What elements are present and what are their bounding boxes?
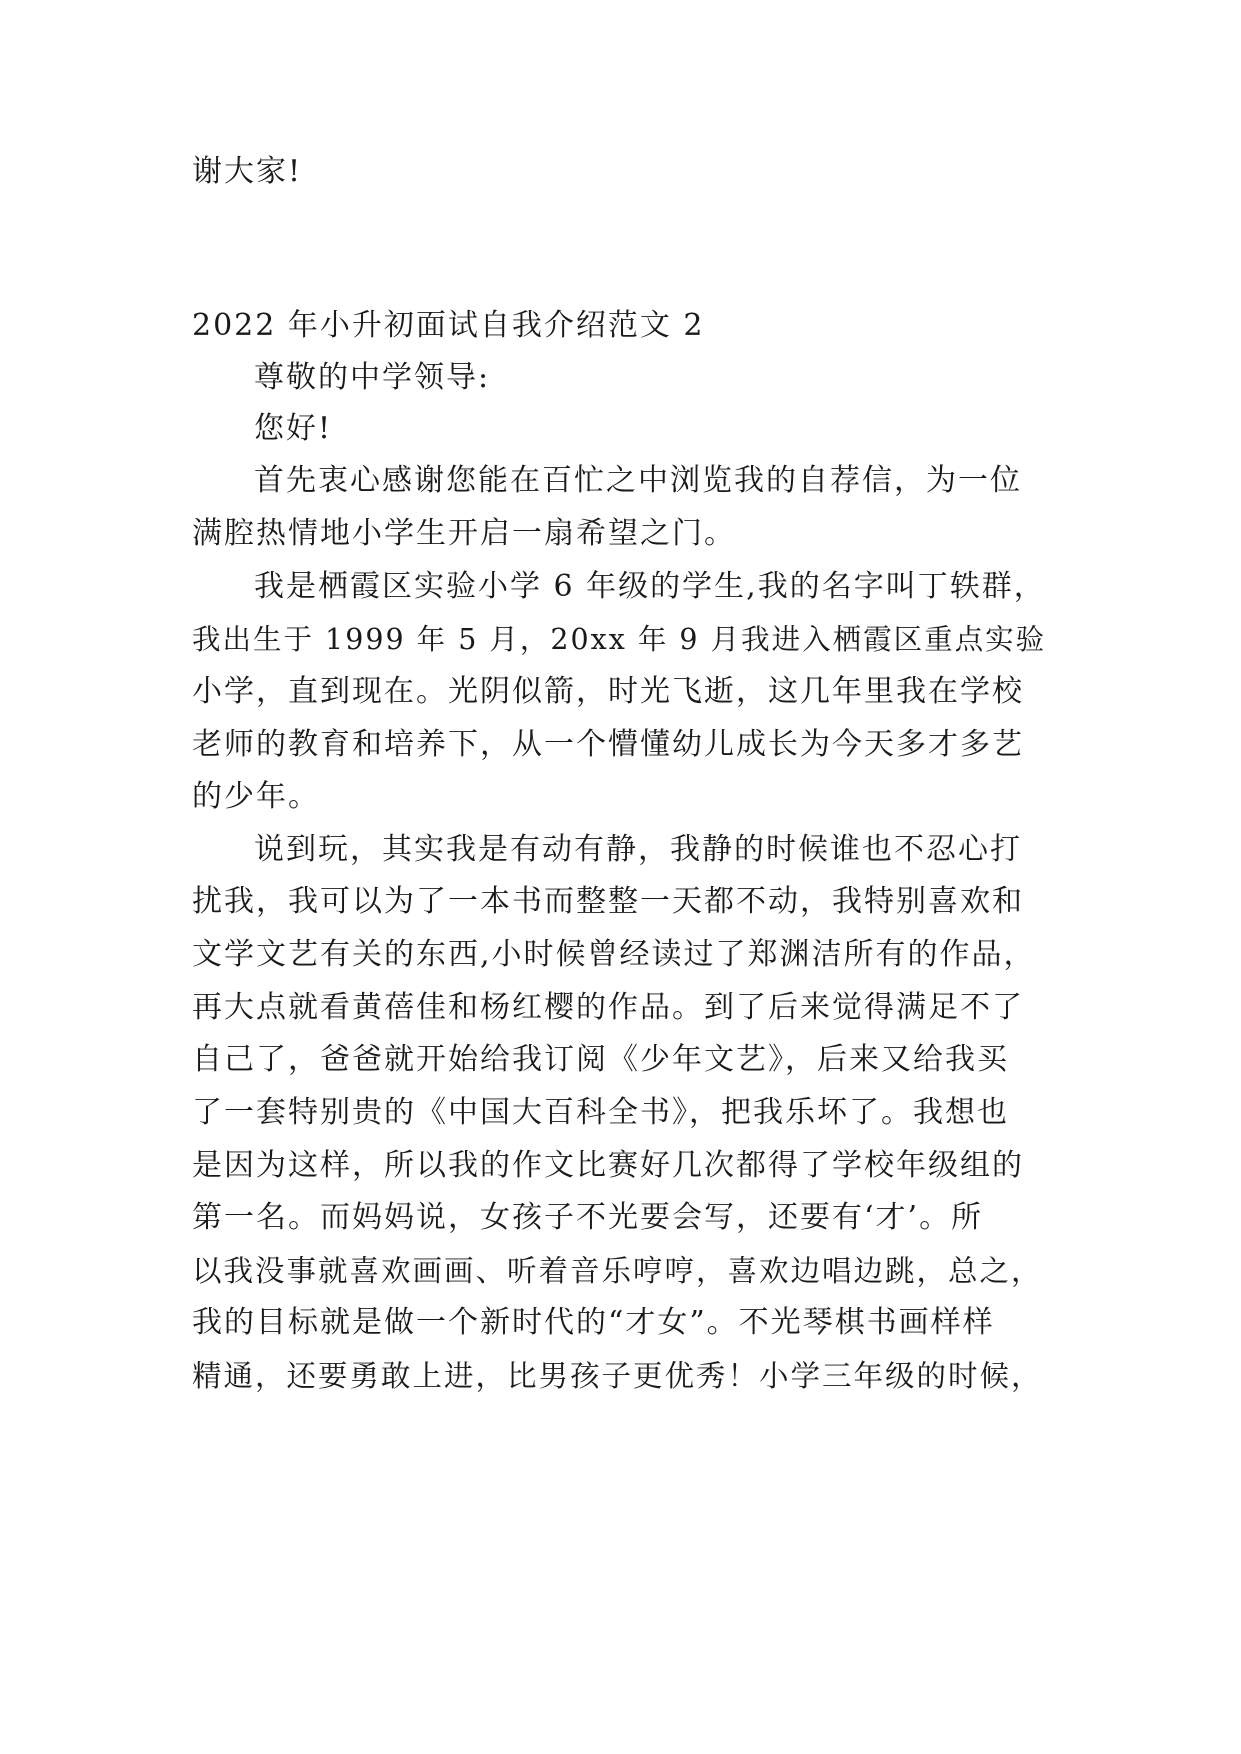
paragraph-line: 精通，还要勇敢上进，比男孩子更优秀！小学三年级的时候，: [192, 1359, 1043, 1393]
greeting: 您好!: [254, 411, 333, 446]
paragraph-line: 文学文艺有关的东西,小时候曾经读过了郑渊洁所有的作品，: [192, 937, 1036, 972]
paragraph-line: 的少年。: [192, 779, 320, 814]
paragraph-line: 再大点就看黄蓓佳和杨红樱的作品。到了后来觉得满足不了: [192, 990, 1024, 1025]
paragraph-line: 了一套特别贵的《中国大百科全书》，把我乐坏了。我想也: [192, 1095, 1009, 1130]
paragraph-line: 小学，直到现在。光阴似箭，时光飞逝，这几年里我在学校: [192, 674, 1024, 709]
paragraph-line: 首先衷心感谢您能在百忙之中浏览我的自荐信，为一位: [254, 463, 1022, 498]
paragraph-line: 第一名。而妈妈说，女孩子不光要会写，还要有‘才’。所: [192, 1200, 984, 1235]
salutation: 尊敬的中学领导:: [254, 360, 491, 395]
section-heading: 2022 年小升初面试自我介绍范文 2: [192, 308, 705, 343]
paragraph-line: 自己了，爸爸就开始给我订阅《少年文艺》，后来又给我买: [192, 1042, 1009, 1077]
paragraph-line: 以我没事就喜欢画画、听着音乐哼哼，喜欢边唱边跳，总之，: [192, 1254, 1043, 1288]
paragraph-line: 我是栖霞区实验小学 6 年级的学生,我的名字叫丁轶群，: [254, 569, 1046, 604]
paragraph-line: 我的目标就是做一个新时代的“才女”。不光琴棋书画样样: [192, 1305, 995, 1340]
paragraph-line: 满腔热情地小学生开启一扇希望之门。: [192, 516, 736, 551]
paragraph-line: 老师的教育和培养下，从一个懵懂幼儿成长为今天多才多艺: [192, 727, 1024, 762]
paragraph-line: 我出生于 1999 年 5 月，20xx 年 9 月我进入栖霞区重点实验: [192, 623, 1047, 656]
paragraph-line: 说到玩，其实我是有动有静，我静的时候谁也不忍心打: [254, 832, 1022, 867]
paragraph-line: 扰我，我可以为了一本书而整整一天都不动，我特别喜欢和: [192, 884, 1024, 919]
paragraph-line: 是因为这样，所以我的作文比赛好几次都得了学校年级组的: [192, 1148, 1024, 1183]
closing-fragment: 谢大家!: [192, 154, 303, 189]
